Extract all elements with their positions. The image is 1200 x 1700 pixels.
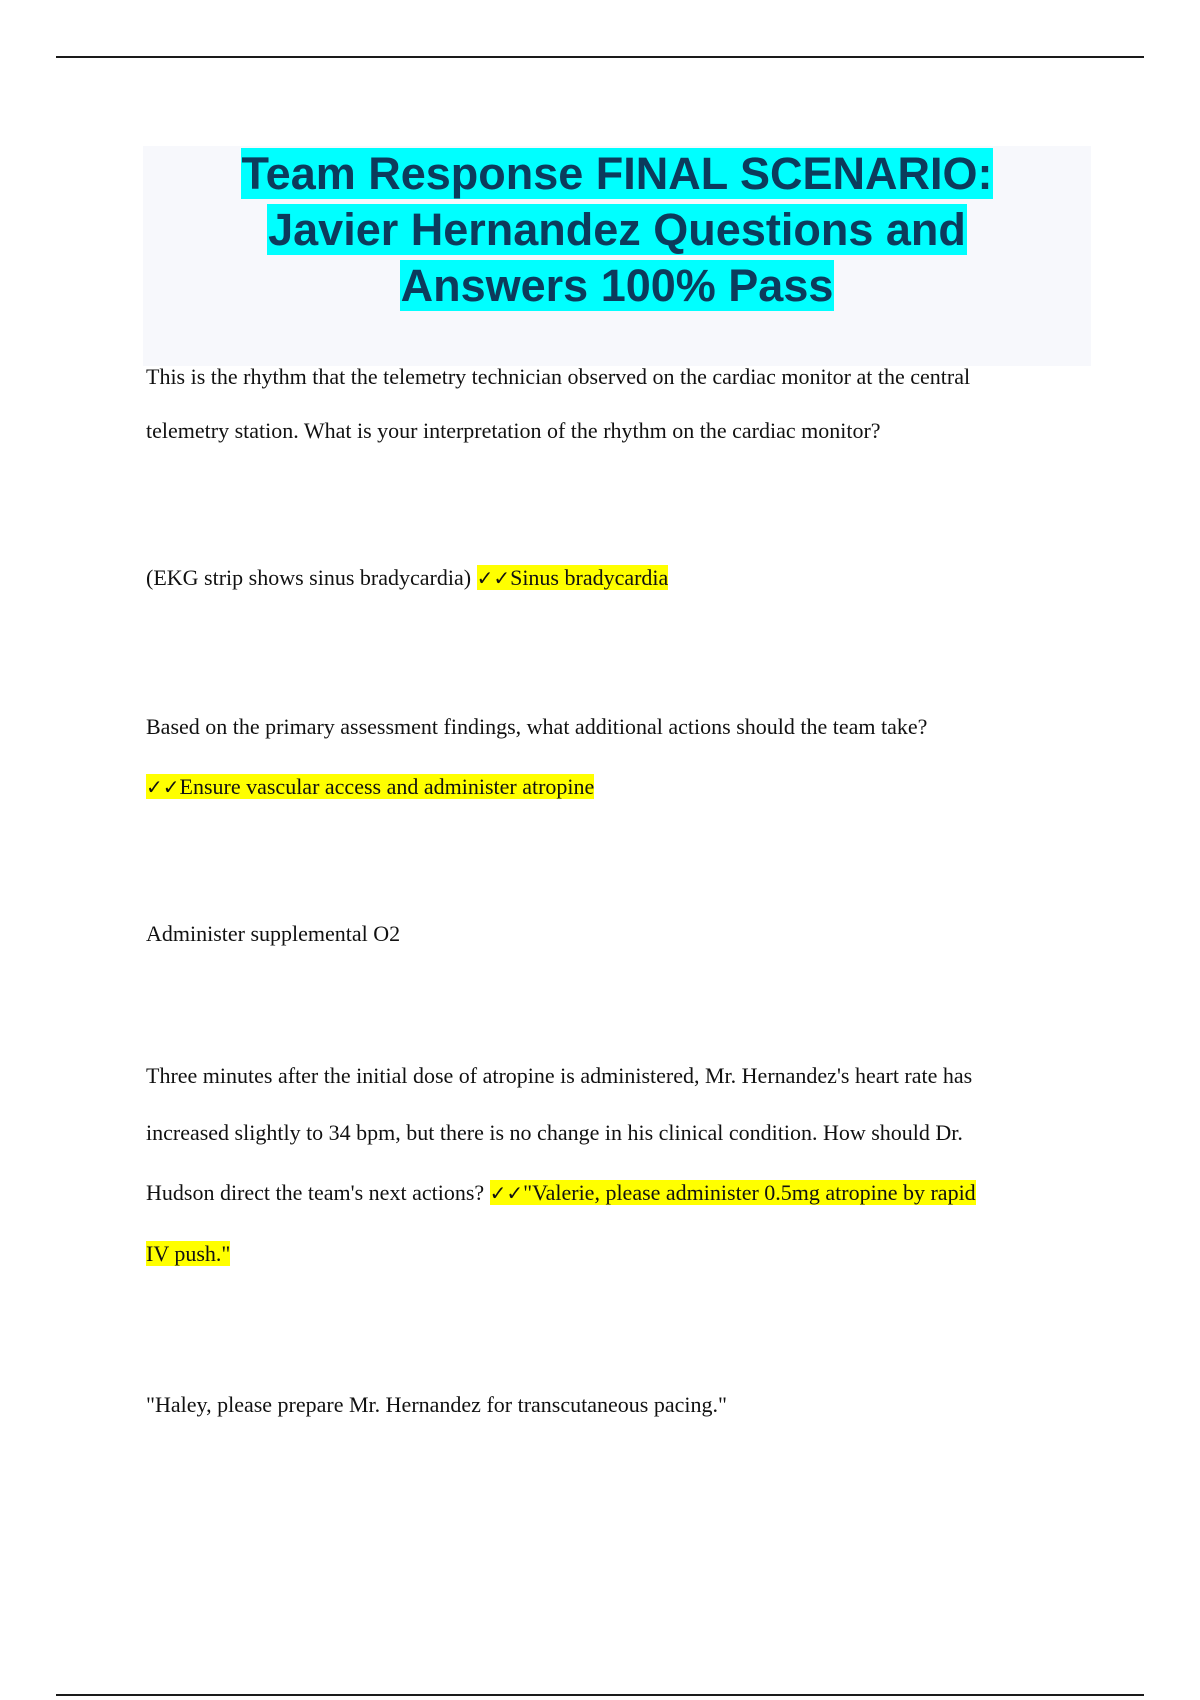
bottom-rule	[56, 1694, 1144, 1696]
answer-2-line	[146, 774, 1076, 800]
double-check-icon: ✓✓	[476, 566, 511, 590]
question-3-line-1: Three minutes after the initial dose of atropine is administered, Mr. Hernandez's heart rate has	[146, 1063, 973, 1088]
title-line-1: Team Response FINAL SCENARIO:	[241, 148, 993, 199]
title-box	[143, 146, 1091, 366]
answer-1-text: Sinus bradycardia	[510, 565, 669, 590]
title-line-3: Answers 100% Pass	[400, 260, 834, 311]
answer-3-extra: "Haley, please prepare Mr. Hernandez for transcutaneous pacing."	[146, 1392, 727, 1417]
double-check-icon: ✓✓	[146, 775, 180, 799]
answer-3-line-2	[146, 1241, 1076, 1267]
answer-3-text-part-1: "Valerie, please administer 0.5mg atropine by rapid	[523, 1180, 976, 1205]
question-3-line-3	[146, 1180, 1076, 1206]
question-1-line-1: This is the rhythm that the telemetry technician observed on the cardiac monitor at the central	[146, 364, 971, 389]
question-1-line-2: telemetry station. What is your interpretation of the rhythm on the cardiac monitor?	[146, 418, 881, 443]
answer-1-prefix: (EKG strip shows sinus bradycardia)	[146, 565, 477, 590]
answer-2-extra: Administer supplemental O2	[146, 921, 401, 946]
answer-2-highlight	[146, 774, 594, 799]
answer-1-highlight	[477, 565, 669, 590]
answer-3-text-part-2: IV push."	[146, 1241, 231, 1266]
double-check-icon: ✓✓	[489, 1181, 524, 1205]
question-2: Based on the primary assessment findings, what additional actions should the team take?	[146, 714, 928, 739]
answer-3-highlight	[490, 1180, 976, 1205]
document-title	[143, 146, 1091, 314]
question-3-prefix: Hudson direct the team's next actions?	[146, 1180, 490, 1205]
title-line-2: Javier Hernandez Questions and	[268, 204, 966, 255]
answer-2-text: Ensure vascular access and administer atropine	[179, 774, 595, 799]
question-3-line-2: increased slightly to 34 bpm, but there is no change in his clinical condition. How should Dr.	[146, 1120, 963, 1145]
top-rule	[56, 56, 1144, 58]
answer-1-line	[146, 565, 1076, 591]
